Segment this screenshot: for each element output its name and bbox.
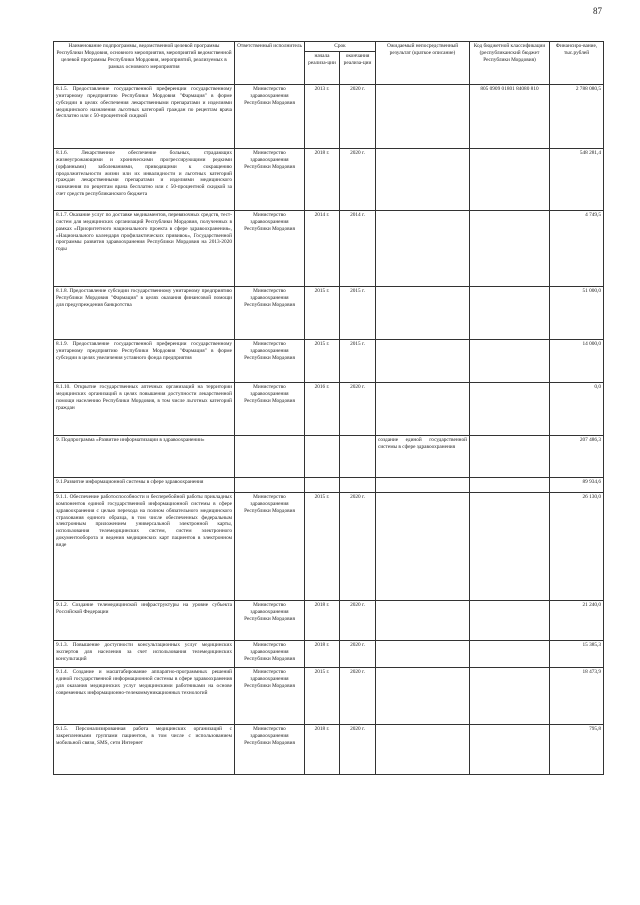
cell-start: 2016 г. (305, 382, 340, 435)
cell-result (376, 640, 470, 667)
cell-executor (235, 435, 305, 477)
cell-executor: Министерство здравоохранения Республики Мордовия (235, 210, 305, 286)
cell-executor: Министерство здравоохранения Республики Мордовия (235, 382, 305, 435)
cell-name: 8.1.6. Лекарственное обеспечение больных, страдающих жизнеугрожающими и хроническими прогрессирующими редкими (орфанными) заболеваниями, приводящими к сокращению продолжительности жизни или их инвалидности и льготных категорий граждан лекарственными препаратами и изделиями медицинского назначения по рецептам врача бесплатно или с 50-процентной скидкой за счет средств республиканского бюджета (54, 148, 235, 210)
cell-name: 9.1.Развитие информационной системы в сфере здравоохранения (54, 477, 235, 492)
cell-kbk (470, 477, 550, 492)
cell-start: 2013 г. (305, 84, 340, 148)
cell-result (376, 339, 470, 382)
cell-start: 2015 г. (305, 339, 340, 382)
header-name: Наименование подпрограммы, ведомственной целевой программы Республики Мордовия, основного мероприятия, мероприятий ведомственной целевой программы Республики Мордовия, мероприятий, реализуемых в рамках основного мероприятия (54, 42, 235, 85)
cell-kbk (470, 667, 550, 724)
cell-result (376, 724, 470, 774)
header-finance: Финансиро-вание, тыс.рублей (550, 42, 604, 85)
cell-finance: 21 240,0 (550, 600, 604, 640)
cell-executor: Министерство здравоохранения Республики Мордовия (235, 640, 305, 667)
cell-end: 2020 г. (340, 667, 376, 724)
cell-end: 2020 г. (340, 84, 376, 148)
cell-result (376, 667, 470, 724)
cell-kbk (470, 492, 550, 600)
cell-end: 2020 г. (340, 382, 376, 435)
table-body (54, 84, 604, 774)
header-term-start: начала реализа-ции (305, 51, 340, 84)
cell-result (376, 148, 470, 210)
cell-start: 2018 г. (305, 724, 340, 774)
cell-name: 9.1.2. Создание телемедицинской инфраструктуры на уровне субъекта Российской Федерации (54, 600, 235, 640)
cell-result (376, 492, 470, 600)
cell-start: 2018 г. (305, 600, 340, 640)
cell-end: 2014 г. (340, 210, 376, 286)
table-row (54, 210, 604, 286)
cell-result (376, 382, 470, 435)
cell-finance: 548 281,4 (550, 148, 604, 210)
cell-start: 2015 г. (305, 667, 340, 724)
cell-name: 9.1.1. Обеспечение работоспособности и бесперебойной работы прикладных компонентов единой государственной информационной системы в сфере здравоохранения с целью перехода на полном обязательного медицинского страхования единого образца, в том числе обеспеченных федеральным электронным приложением универсальной электронной карты, использования телемедицинских систем, систем электронного документооборота и ведения медицинских карт пациентов в электронном виде (54, 492, 235, 600)
table-row (54, 640, 604, 667)
cell-name: 8.1.8. Предоставление субсидии государственному унитарному предприятию Республики Мордовия "Фармация" в целях оказания финансовой помощи для предупреждения банкротства (54, 286, 235, 339)
page-number: 87 (593, 6, 602, 16)
table-header-row (54, 42, 604, 52)
cell-kbk (470, 724, 550, 774)
cell-name: 9.1.3. Повышение доступности консультационных услуг медицинских экспертов для населения за счет использования телемедицинских консультаций (54, 640, 235, 667)
cell-finance: 51 000,0 (550, 286, 604, 339)
cell-executor: Министерство здравоохранения Республики Мордовия (235, 600, 305, 640)
cell-start: 2015 г. (305, 286, 340, 339)
cell-result (376, 84, 470, 148)
cell-end: 2020 г. (340, 724, 376, 774)
cell-start (305, 477, 340, 492)
program-table (53, 41, 604, 775)
cell-start: 2018 г. (305, 148, 340, 210)
cell-end: 2020 г. (340, 492, 376, 600)
cell-end: 2020 г. (340, 600, 376, 640)
header-result: Ожидаемый непосредственный результат (краткое описание) (376, 42, 470, 85)
cell-result: создание единой государственной системы в сфере здравоохранения (376, 435, 470, 477)
table-row (54, 600, 604, 640)
cell-name: 8.1.10. Открытие государственных аптечных организаций на территории медицинских организаций в целях повышения доступности лекарственной помощи населению Республики Мордовия, в том числе льготных категорий граждан (54, 382, 235, 435)
table-row (54, 477, 604, 492)
cell-end: 2020 г. (340, 148, 376, 210)
cell-kbk (470, 339, 550, 382)
cell-kbk (470, 640, 550, 667)
cell-start (305, 435, 340, 477)
table-row (54, 286, 604, 339)
cell-kbk (470, 148, 550, 210)
cell-executor: Министерство здравоохранения Республики Мордовия (235, 492, 305, 600)
cell-finance: 795,8 (550, 724, 604, 774)
cell-executor: Министерство здравоохранения Республики Мордовия (235, 148, 305, 210)
cell-kbk (470, 435, 550, 477)
header-kbk: Код бюджетной классификации (республиканский бюджет Республики Мордовия) (470, 42, 550, 85)
header-term-end: окончания реализа-ции (340, 51, 376, 84)
table-row (54, 339, 604, 382)
cell-start: 2018 г. (305, 640, 340, 667)
table-row (54, 382, 604, 435)
cell-name: 8.1.9. Предоставление государственной преференции государственному унитарному предприятию Республики Мордовия "Фармация" в форме субсидии в целях увеличения уставного фонда предприятия (54, 339, 235, 382)
cell-finance: 207 486,3 (550, 435, 604, 477)
cell-result (376, 286, 470, 339)
cell-executor: Министерство здравоохранения Республики Мордовия (235, 286, 305, 339)
cell-result (376, 600, 470, 640)
cell-name: 8.1.5. Предоставление государственной преференции государственному унитарному предприятию Республики Мордовия "Фармация" в форме субсидии в целях обеспечения лекарственными препаратами и изделиями медицинского назначения льготных категорий граждан по рецептам врача бесплатно или с 50-процентной скидкой (54, 84, 235, 148)
cell-executor: Министерство здравоохранения Республики Мордовия (235, 339, 305, 382)
cell-end (340, 435, 376, 477)
cell-kbk (470, 210, 550, 286)
cell-end (340, 477, 376, 492)
table-row (54, 148, 604, 210)
table-row (54, 435, 604, 477)
cell-executor: Министерство здравоохранения Республики Мордовия (235, 667, 305, 724)
cell-kbk (470, 286, 550, 339)
cell-executor: Министерство здравоохранения Республики Мордовия (235, 84, 305, 148)
cell-result (376, 477, 470, 492)
cell-name: 9. Подпрограмма «Развитие информатизации в здравоохранении» (54, 435, 235, 477)
cell-executor (235, 477, 305, 492)
cell-kbk: 805 0909 01801 84080 810 (470, 84, 550, 148)
cell-end: 2015 г. (340, 286, 376, 339)
cell-name: 8.1.7. Оказание услуг по доставке медикаментов, перевязочных средств, тест-систем для медицинских организаций Республики Мордовия, полученных в рамках «Приоритетного национального проекта в сфере здравоохранения», «Национального календаря профилактических прививок», Государственной программы развития здравоохранения Республики Мордовия на 2013-2020 годы (54, 210, 235, 286)
cell-finance: 0,0 (550, 382, 604, 435)
cell-finance: 18 473,9 (550, 667, 604, 724)
cell-start: 2015 г. (305, 492, 340, 600)
header-executor: Ответственный исполнитель (235, 42, 305, 85)
cell-finance: 15 385,3 (550, 640, 604, 667)
cell-kbk (470, 600, 550, 640)
cell-finance: 4 749,5 (550, 210, 604, 286)
cell-finance: 14 000,0 (550, 339, 604, 382)
cell-start: 2014 г. (305, 210, 340, 286)
table-row (54, 724, 604, 774)
header-term: Срок (305, 42, 376, 52)
cell-finance: 89 934,6 (550, 477, 604, 492)
cell-kbk (470, 382, 550, 435)
table-row (54, 492, 604, 600)
table-row (54, 84, 604, 148)
cell-name: 9.1.5. Персонализированная работа медицинских организаций с закрепленными группами пациентов, в том числе с использованием мобильной связи, SMS, сети Интернет (54, 724, 235, 774)
cell-finance: 2 788 080,5 (550, 84, 604, 148)
cell-name: 9.1.4. Создание и масштабирование аппаратно-программных решений единой государственной информационной системы в сфере здравоохранения для оказания медицинских услуг медицинскими работниками на основе современных информационно-телекоммуникационных технологий (54, 667, 235, 724)
cell-finance: 26 130,0 (550, 492, 604, 600)
table-row (54, 667, 604, 724)
cell-result (376, 210, 470, 286)
cell-end: 2020 г. (340, 640, 376, 667)
cell-end: 2015 г. (340, 339, 376, 382)
cell-executor: Министерство здравоохранения Республики Мордовия (235, 724, 305, 774)
